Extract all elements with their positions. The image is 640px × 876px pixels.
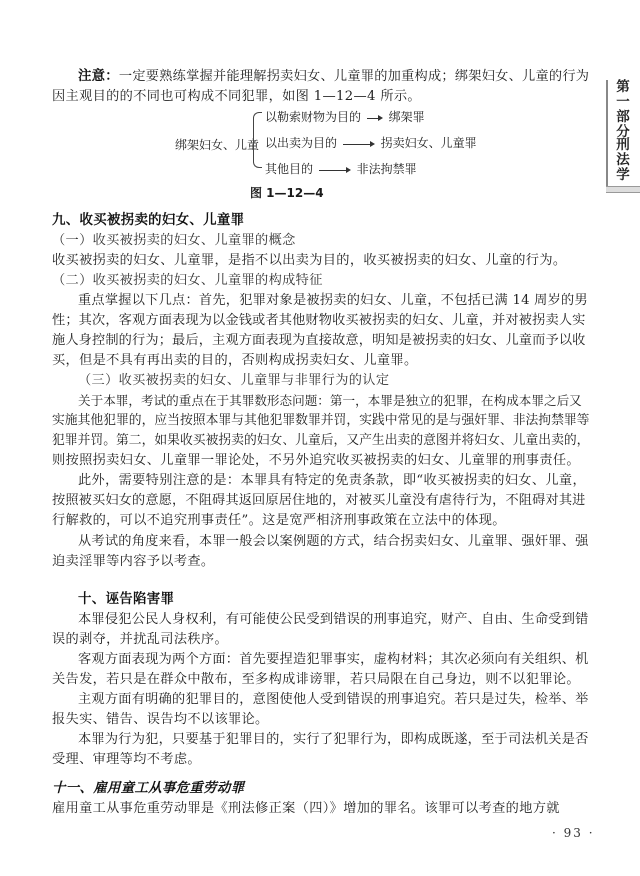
branch-crime: 非法拘禁罪: [356, 162, 417, 176]
arrow-right-icon: [367, 113, 383, 123]
section-9-p3-line: 此外，需要特别注意的是：本罪具有特定的免责条款，即“收买被拐卖的妇女、儿童，: [78, 473, 586, 488]
section-9-p3-line: 行解救的，可以不追究刑事责任”。这是宽严相济刑事政策在立法中的体现。: [52, 513, 506, 528]
diagram-root: 绑架妇女、儿童: [175, 138, 260, 152]
section-10-title: 十、诬告陷害罪: [78, 592, 175, 607]
note-line-2: 因主观目的的不同也可构成不同犯罪，如图 1—12—4 所示。: [52, 89, 421, 104]
branch-purpose: 其他目的: [265, 162, 314, 176]
note-label: 注意：: [78, 69, 119, 84]
side-tab-subject: 刑法学: [616, 137, 630, 183]
section-9-p4-line: 从考试的角度来看，本罪一般会以案例题的方式，结合拐卖妇女、儿童罪、强奸罪、强: [78, 534, 589, 549]
section-10-p3-line: 报失实、错告、误告均不以该罪论。: [52, 712, 269, 727]
branch-crime: 拐卖妇女、儿童罪: [380, 136, 477, 150]
section-9-p2-line: 犯罪并罚。第二，如果收买被拐卖的妇女、儿童后，又产生出卖的意图并将妇女、儿童出卖的，: [52, 433, 590, 448]
section-11-title: 十一、雇用童工从事危重劳动罪: [52, 781, 245, 796]
section-9-p2-line: 关于本罪，考试的重点在于其罪数形态问题：第一，本罪是独立的犯罪，在构成本罪之后又: [78, 393, 582, 408]
side-tab-bottom-rule: [606, 186, 640, 193]
section-9-definition: 收买被拐卖的妇女、儿童罪，是指不以出卖为目的，收买被拐卖的妇女、儿童的行为。: [52, 253, 567, 268]
section-9-p1-line: 重点掌握以下几点：首先，犯罪对象是被拐卖的妇女、儿童，不包括已满 14 周岁的男: [78, 293, 588, 308]
page-number: · 93 ·: [552, 826, 595, 840]
section-9-p2-line: 则按照拐卖妇女、儿童罪一罪论处，不另外追究收买被拐卖的妇女、儿童罪的刑事责任。: [52, 453, 580, 468]
section-11-p1: 雇用童工从事危重劳动罪是《刑法修正案（四）》增加的罪名。该罪可以考查的地方就: [52, 801, 560, 816]
section-10-p4-line: 受理、审理等均不考虑。: [52, 752, 201, 767]
section-10-p2-line: 客观方面表现为两个方面：首先要捏造犯罪事实，虚构材料；其次必须向有关组织、机: [78, 652, 589, 667]
diagram-branch: [265, 108, 425, 125]
figure-caption: 图 1—12—4: [250, 186, 324, 200]
figure-diagram: [175, 108, 475, 198]
section-9-p1-line: 性；其次，客观方面表现为以金钱或者其他财物收买被拐卖的妇女、儿童，并对被拐卖人实: [52, 313, 586, 328]
side-tab-bar: [606, 80, 608, 188]
branch-purpose: 以勒索财物为目的: [265, 110, 362, 124]
section-10-p1-line: 本罪侵犯公民人身权利，有可能使公民受到错误的刑事追究，财产、自由、生命受到错: [78, 612, 589, 627]
section-9-p1-line: 施人身控制的行为；最后，主观方面表现为直接故意，明知是被拐卖的妇女、儿童而予以收: [52, 333, 586, 348]
section-10-p1-line: 误的剥夺，并扰乱司法秩序。: [52, 632, 228, 647]
section-9-p4-line: 迫卖淫罪等内容予以考查。: [52, 554, 215, 569]
section-9-p3-line: 按照被买妇女的意愿，不阻碍其返回原居住地的，对被买儿童没有虐待行为，不阻碍对其进: [52, 493, 586, 508]
branch-purpose: 以出卖为目的: [265, 136, 338, 150]
brace-icon: [253, 112, 262, 168]
branch-crime: 绑架罪: [388, 110, 425, 124]
section-9-p2-line: 实施其他犯罪的，应当按照本罪与其他犯罪数罪并罚，实践中常见的是与强奸罪、非法拘禁罪等: [52, 413, 590, 428]
section-10-p2-line: 关告发，若只是在群众中散布，至多构成诽谤罪，若只局限在自己身边，则不以犯罪论。: [52, 672, 580, 687]
section-9-sub-1: （一）收买被拐卖的妇女、儿童罪的概念: [52, 233, 296, 248]
side-tab: [606, 80, 640, 192]
arrow-right-icon: [343, 139, 375, 149]
diagram-branch: [265, 134, 477, 151]
section-9-sub-2: （二）收买被拐卖的妇女、儿童罪的构成特征: [52, 273, 323, 288]
section-10-p3-line: 主观方面有明确的犯罪目的，意图使他人受到错误的刑事追究。若只是过失，检举、举: [78, 692, 589, 707]
arrow-right-icon: [319, 165, 351, 175]
side-tab-part: 第一部分: [616, 79, 630, 140]
note-text-1: 一定要熟练掌握并能理解拐卖妇女、儿童罪的加重构成；绑架妇女、儿童的行为: [118, 69, 590, 84]
section-10-p4-line: 本罪为行为犯，只要基于犯罪目的，实行了犯罪行为，即构成既遂，至于司法机关是否: [78, 732, 589, 747]
note-line-1: [52, 68, 588, 86]
section-9-p1-line: 买，但是不具有再出卖的目的，否则构成拐卖妇女、儿童罪。: [52, 353, 418, 368]
section-9-sub-3: （三）收买被拐卖的妇女、儿童罪与非罪行为的认定: [78, 373, 390, 388]
section-9-title: 九、收买被拐卖的妇女、儿童罪: [52, 213, 245, 228]
diagram-branch: [265, 160, 417, 177]
